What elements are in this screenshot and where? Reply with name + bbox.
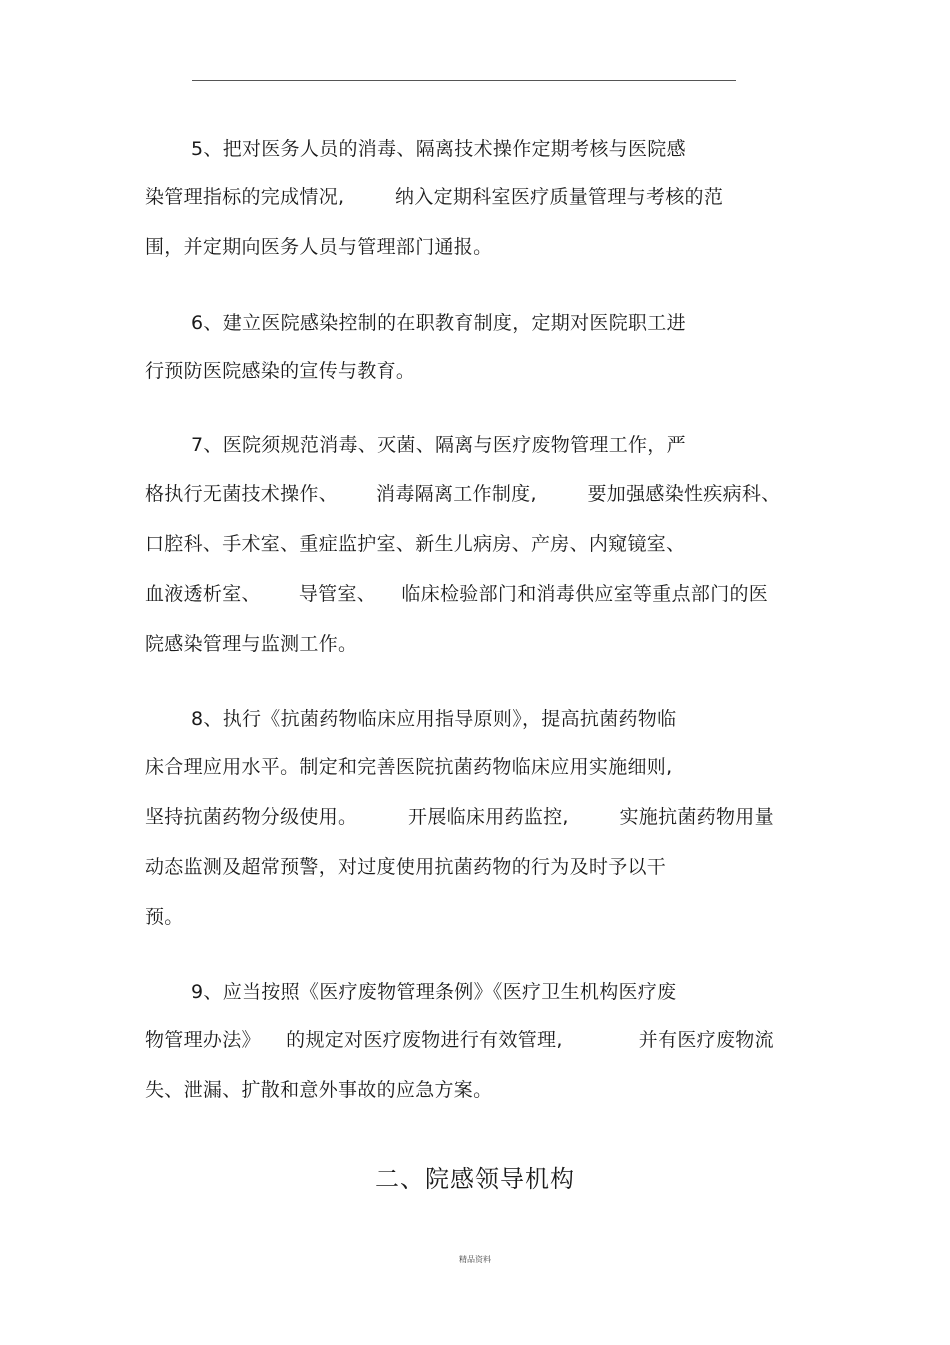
para-5-line-1: 5、把对医务人员的消毒、隔离技术操作定期考核与医院感: [191, 138, 686, 160]
para-6-line-1: 6、建立医院感染控制的在职教育制度，定期对医院职工进: [191, 312, 686, 334]
para-7-line-1: 7、医院须规范消毒、灭菌、隔离与医疗废物管理工作，严: [191, 434, 686, 456]
para-9-line-2: 物管理办法》 的规定对医疗废物进行有效管理, 并有医疗废物流: [145, 1029, 774, 1051]
para-5-line-2: 染管理指标的完成情况, 纳入定期科室医疗质量管理与考核的范: [145, 186, 724, 208]
para-7-line-2: 格执行无菌技术操作、 消毒隔离工作制度, 要加强感染性疾病科、: [145, 483, 781, 505]
para-8-line-1: 8、执行《抗菌药物临床应用指导原则》，提高抗菌药物临: [191, 708, 677, 730]
para-9-line-3: 失、泄漏、扩散和意外事故的应急方案。: [145, 1079, 493, 1101]
para-7-line-5: 院感染管理与监测工作。: [145, 633, 358, 655]
para-7-line-3: 口腔科、手术室、重症监护室、新生儿病房、产房、内窥镜室、: [145, 533, 686, 555]
para-8-line-4: 动态监测及超常预警，对过度使用抗菌药物的行为及时予以干: [145, 856, 667, 878]
para-6-line-2: 行预防医院感染的宣传与教育。: [145, 360, 416, 382]
para-5-line-3: 围，并定期向医务人员与管理部门通报。: [145, 236, 493, 258]
para-8-line-3: 坚持抗菌药物分级使用。 开展临床用药监控, 实施抗菌药物用量: [145, 806, 774, 828]
para-8-line-2: 床合理应用水平。制定和完善医院抗菌药物临床应用实施细则,: [145, 756, 673, 778]
para-8-line-5: 预。: [145, 906, 184, 928]
para-9-line-1: 9、应当按照《医疗废物管理条例》《医疗卫生机构医疗废: [191, 981, 677, 1003]
section-heading: 二、院感领导机构: [375, 1165, 575, 1193]
page-footer: 精品资料: [459, 1255, 491, 1264]
para-7-line-4: 血液透析室、 导管室、 临床检验部门和消毒供应室等重点部门的医: [145, 583, 769, 605]
header-rule: [192, 80, 736, 81]
